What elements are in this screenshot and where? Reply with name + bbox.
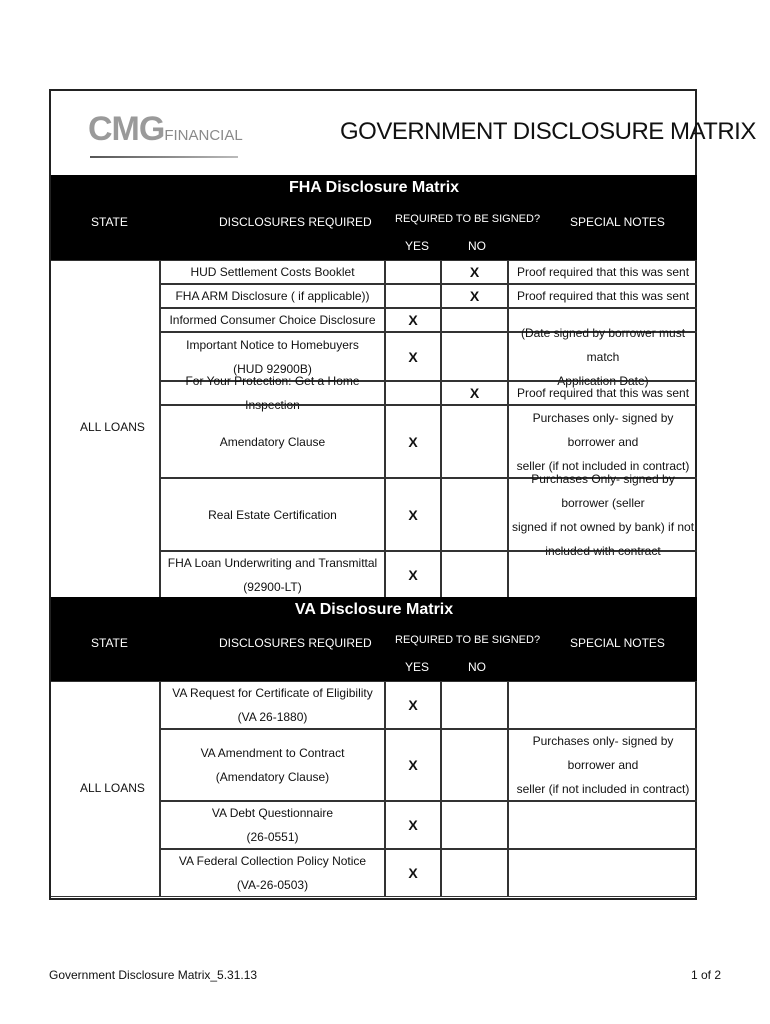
fha-row-2-yes-text: X bbox=[408, 312, 418, 328]
va-row-1-disclosure bbox=[160, 729, 385, 801]
fha-row-0-disclosure-text: HUD Settlement Costs Booklet bbox=[190, 265, 355, 279]
fha-row-6-disclosure bbox=[160, 478, 385, 551]
va-state-label: ALL LOANS bbox=[80, 781, 145, 795]
va-row-3-yes-text: X bbox=[408, 865, 418, 881]
fha-row-7-yes-text: X bbox=[408, 567, 418, 583]
document-title: GOVERNMENT DISCLOSURE MATRIX bbox=[340, 118, 756, 145]
va-row-1-disclosure-text: VA Amendment to Contract bbox=[200, 746, 345, 760]
fha-row-7-disclosure-text: FHA Loan Underwriting and Transmittal bbox=[167, 556, 378, 570]
fha-row-3-notes-text: (Date signed by borrower must match bbox=[520, 325, 686, 364]
fha-row-4-notes-text: Proof required that this was sent bbox=[516, 386, 690, 400]
fha-row-4-disclosure-text: For Your Protection: Get a Home Inspection bbox=[185, 374, 360, 412]
fha-required-signed-header: REQUIRED TO BE SIGNED? bbox=[395, 213, 541, 225]
fha-row-5-yes bbox=[385, 405, 441, 478]
va-row-0-yes-text: X bbox=[408, 697, 418, 713]
fha-row-3-notes-text: Application Date) bbox=[557, 373, 649, 388]
fha-row-2-disclosure bbox=[160, 308, 385, 332]
va-row-0-yes bbox=[385, 681, 441, 729]
fha-row-6-notes bbox=[508, 471, 697, 558]
va-row-3-yes bbox=[385, 849, 441, 897]
va-row-0-disclosure bbox=[160, 681, 385, 729]
fha-row-5-notes-text: seller (if not included in contract) bbox=[516, 458, 690, 473]
fha-row-1-no bbox=[441, 284, 508, 308]
va-row-2-no bbox=[441, 801, 508, 849]
fha-row-0-yes bbox=[385, 260, 441, 284]
va-row-2-disclosure bbox=[160, 801, 385, 849]
fha-row-0-notes bbox=[508, 260, 697, 284]
fha-row-4-disclosure bbox=[160, 374, 385, 412]
fha-notes-header: SPECIAL NOTES bbox=[570, 215, 665, 229]
fha-row-2-no bbox=[441, 308, 508, 332]
fha-row-5-no bbox=[441, 405, 508, 478]
va-state-header: STATE bbox=[91, 636, 128, 650]
va-row-2-notes bbox=[508, 801, 697, 849]
va-row-1-notes-text: seller (if not included in contract) bbox=[516, 782, 690, 796]
fha-disclosures-header: DISCLOSURES REQUIRED bbox=[219, 215, 372, 229]
va-section-title: VA Disclosure Matrix bbox=[294, 601, 454, 618]
fha-row-3-disclosure-text: Important Notice to Homebuyers bbox=[186, 337, 359, 352]
fha-row-7-notes bbox=[508, 551, 697, 599]
va-header-band bbox=[51, 597, 697, 681]
va-row-3-no bbox=[441, 849, 508, 897]
fha-row-6-no bbox=[441, 478, 508, 551]
fha-row-4-notes bbox=[508, 381, 697, 405]
va-row-0-notes bbox=[508, 681, 697, 729]
fha-row-4-yes bbox=[385, 381, 441, 405]
va-row-3-disclosure-text: (VA-26-0503) bbox=[236, 878, 309, 892]
logo-underline bbox=[90, 156, 238, 158]
fha-no-header: NO bbox=[468, 239, 486, 253]
fha-section-title: FHA Disclosure Matrix bbox=[288, 179, 460, 196]
fha-row-3-yes bbox=[385, 332, 441, 381]
fha-row-1-no-text: X bbox=[469, 288, 480, 304]
va-row-2-yes-text: X bbox=[408, 817, 418, 833]
fha-row-3-notes bbox=[508, 325, 697, 388]
va-no-header: NO bbox=[468, 660, 486, 674]
logo-cmg-text: CMG bbox=[88, 110, 165, 148]
fha-row-7-yes bbox=[385, 551, 441, 599]
va-row-3-notes bbox=[508, 849, 697, 897]
logo-financial-text: FINANCIAL bbox=[164, 127, 243, 144]
fha-row-4-no-text: X bbox=[469, 385, 480, 401]
fha-state-label: ALL LOANS bbox=[80, 420, 145, 434]
va-disclosures-header: DISCLOSURES REQUIRED bbox=[219, 636, 372, 650]
fha-row-6-disclosure-text: Real Estate Certification bbox=[208, 507, 337, 522]
fha-row-3-yes-text: X bbox=[408, 348, 418, 365]
fha-row-1-notes-text: Proof required that this was sent bbox=[516, 289, 690, 303]
fha-row-6-yes bbox=[385, 478, 441, 551]
va-row-0-disclosure-text: (VA 26-1880) bbox=[237, 710, 308, 724]
fha-row-2-yes bbox=[385, 308, 441, 332]
fha-row-5-notes-text: Purchases only- signed by borrower and bbox=[532, 410, 674, 449]
fha-header-band bbox=[51, 175, 697, 260]
fha-row-7-disclosure bbox=[160, 551, 385, 599]
va-yes-header: YES bbox=[405, 660, 430, 674]
fha-row-1-yes bbox=[385, 284, 441, 308]
fha-row-3-disclosure-text: (HUD 92900B) bbox=[233, 361, 312, 376]
fha-row-1-disclosure bbox=[160, 284, 385, 308]
fha-row-0-notes-text: Proof required that this was sent bbox=[516, 265, 690, 279]
fha-row-7-disclosure-text: (92900-LT) bbox=[243, 580, 302, 594]
va-notes-header: SPECIAL NOTES bbox=[570, 636, 665, 650]
va-row-3-disclosure bbox=[160, 849, 385, 897]
va-row-0-no bbox=[441, 681, 508, 729]
fha-row-6-notes-text: Purchases Only- signed by borrower (seller bbox=[531, 471, 675, 510]
fha-row-6-yes-text: X bbox=[408, 506, 418, 523]
va-row-2-disclosure-text: VA Debt Questionnaire bbox=[211, 806, 334, 820]
fha-row-5-yes-text: X bbox=[408, 433, 418, 450]
va-row-1-notes-text: Purchases only- signed by borrower and bbox=[532, 734, 674, 772]
va-row-1-yes-text: X bbox=[408, 757, 418, 773]
va-row-1-no bbox=[441, 729, 508, 801]
va-row-1-yes bbox=[385, 729, 441, 801]
fha-row-0-disclosure bbox=[160, 260, 385, 284]
va-row-3-disclosure-text: VA Federal Collection Policy Notice bbox=[178, 854, 367, 868]
fha-row-1-disclosure-text: FHA ARM Disclosure ( if applicable)) bbox=[175, 289, 370, 303]
fha-state-header: STATE bbox=[91, 215, 128, 229]
fha-row-5-disclosure bbox=[160, 405, 385, 478]
fha-row-2-disclosure-text: Informed Consumer Choice Disclosure bbox=[169, 313, 376, 327]
va-row-2-yes bbox=[385, 801, 441, 849]
fha-row-3-no bbox=[441, 332, 508, 381]
footer-document-id: Government Disclosure Matrix_5.31.13 bbox=[49, 968, 258, 982]
footer-page-number: 1 of 2 bbox=[690, 968, 721, 982]
va-row-1-notes bbox=[508, 729, 697, 801]
fha-row-6-notes-text: signed if not owned by bank) if not bbox=[511, 519, 695, 534]
va-row-1-disclosure-text: (Amendatory Clause) bbox=[215, 770, 330, 784]
fha-row-6-notes-text: included with contract bbox=[545, 543, 661, 558]
fha-row-4-no bbox=[441, 381, 508, 405]
fha-row-0-no bbox=[441, 260, 508, 284]
va-row-0-disclosure-text: VA Request for Certificate of Eligibility bbox=[172, 686, 373, 700]
va-row-2-disclosure-text: (26-0551) bbox=[246, 830, 299, 844]
fha-row-1-notes bbox=[508, 284, 697, 308]
fha-yes-header: YES bbox=[405, 239, 430, 253]
fha-row-5-disclosure-text: Amendatory Clause bbox=[219, 434, 326, 449]
fha-row-7-no bbox=[441, 551, 508, 599]
fha-row-0-no-text: X bbox=[469, 264, 480, 280]
cmg-financial-logo bbox=[88, 110, 243, 160]
va-required-signed-header: REQUIRED TO BE SIGNED? bbox=[395, 634, 541, 646]
